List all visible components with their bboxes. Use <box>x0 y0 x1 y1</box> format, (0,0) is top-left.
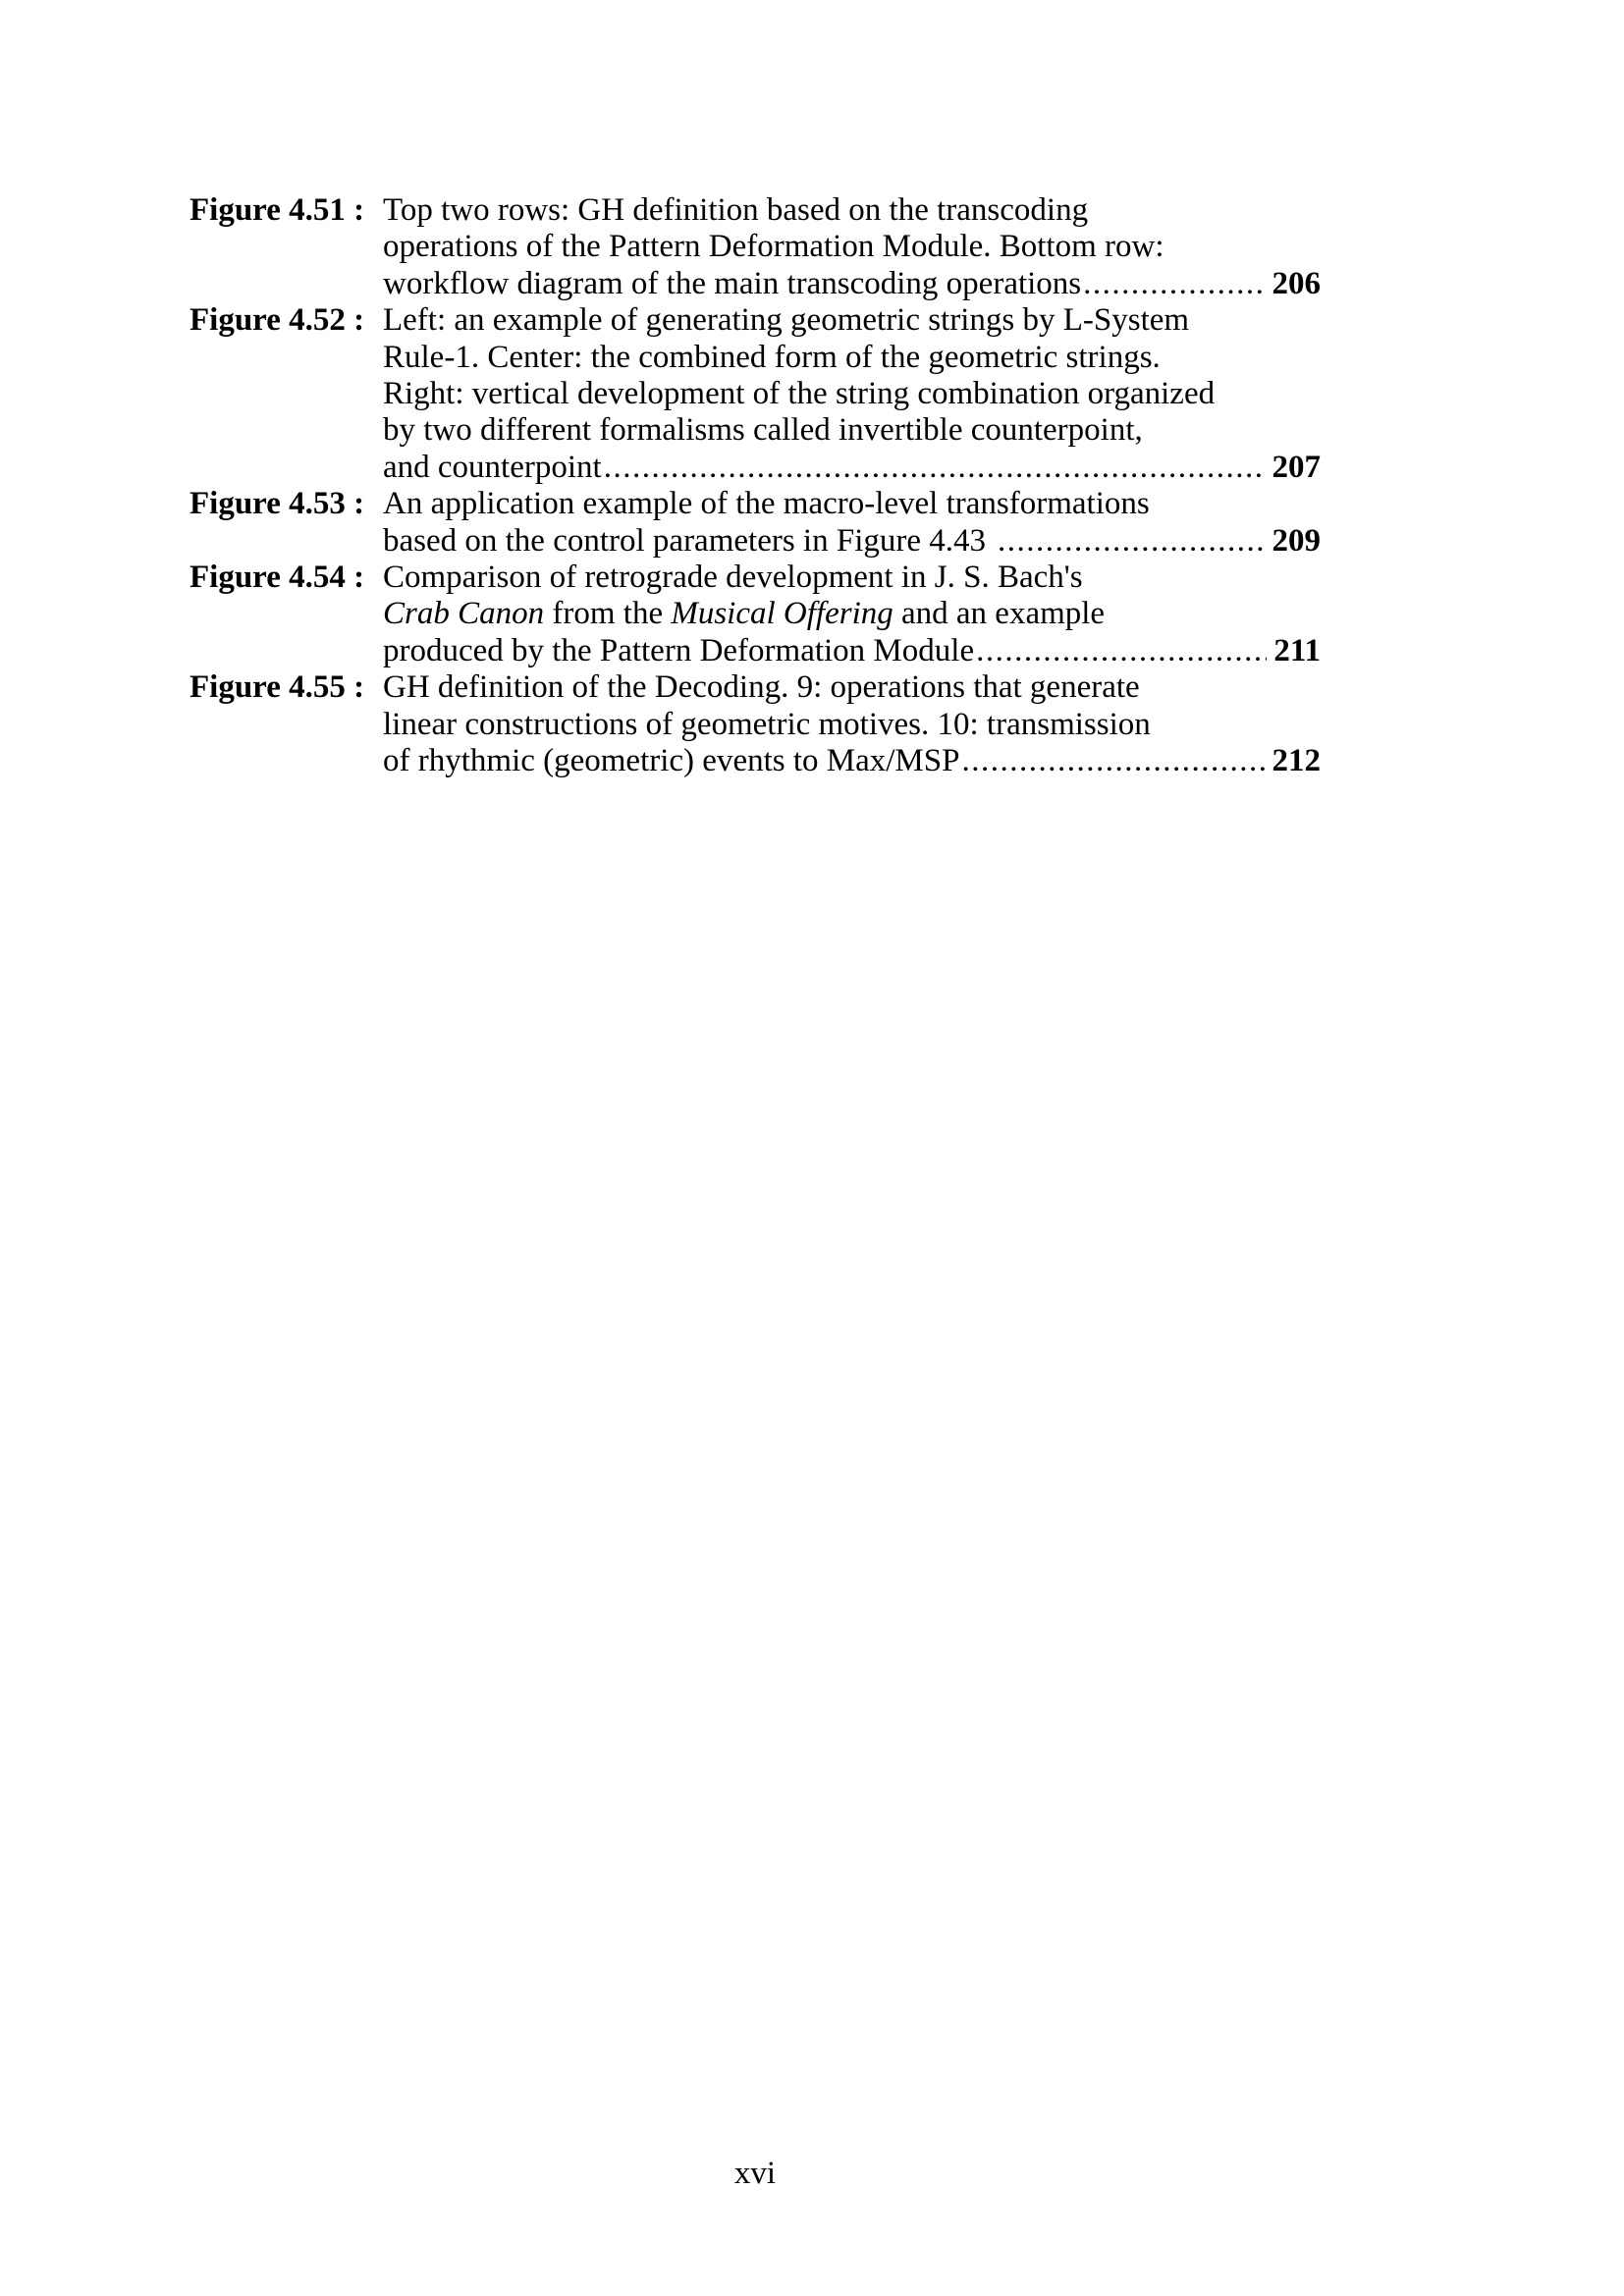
figure-entry-label: Figure 4.55 : <box>189 669 365 706</box>
figure-entry-label: Figure 4.54 : <box>189 560 365 596</box>
figure-entry-line: Rule-1. Center: the combined form of the geometric strings. <box>383 339 1161 375</box>
figure-page-number: 206 <box>1272 265 1321 301</box>
page-number-folio: xvi <box>733 2156 777 2191</box>
figure-entry-last-line <box>383 266 1321 302</box>
figure-entry-line: An application example of the macro-level transformations <box>383 486 1150 522</box>
figure-entry-label: Figure 4.51 : <box>189 192 365 228</box>
dot-leader <box>604 450 1266 486</box>
figure-entry <box>189 192 1321 302</box>
figure-entry <box>189 486 1321 560</box>
figure-entry-last-line <box>383 633 1321 669</box>
figure-entry-line-text: from the <box>544 596 672 632</box>
figure-entry-line: and counterpoint <box>383 449 602 485</box>
dot-leader <box>1083 266 1265 302</box>
figure-entry-line: Left: an example of generating geometric strings by L-System <box>383 302 1190 339</box>
figure-entry-last-line <box>383 743 1321 779</box>
figure-entry-line: workflow diagram of the main transcoding operations <box>383 265 1082 301</box>
dot-leader <box>961 743 1265 779</box>
figure-entry-line: linear constructions of geometric motives. 10: transmission <box>383 706 1151 742</box>
figure-entry-line: operations of the Pattern Deformation Module. Bottom row: <box>383 229 1164 265</box>
list-of-figures <box>189 192 1321 780</box>
figure-entry-last-line <box>383 523 1321 560</box>
figure-entry-line: based on the control parameters in Figure 4.43 <box>383 522 986 559</box>
figure-entry-line: Top two rows: GH definition based on the transcoding <box>383 192 1089 228</box>
figure-entry-line: Comparison of retrograde development in J. S. Bach's <box>383 560 1083 596</box>
figure-entry-last-line <box>383 450 1321 486</box>
figure-entry-line-text: and an example <box>893 596 1106 632</box>
figure-entry <box>189 669 1321 779</box>
figure-entry-label: Figure 4.52 : <box>189 302 365 339</box>
figure-page-number: 211 <box>1273 632 1321 668</box>
figure-entry <box>189 302 1321 486</box>
italic-title: Crab Canon <box>383 596 545 632</box>
figure-page-number: 209 <box>1272 522 1321 559</box>
figure-entry-label: Figure 4.53 : <box>189 486 365 522</box>
dot-leader <box>998 523 1266 560</box>
figure-entry-line: Right: vertical development of the string combination organized <box>383 376 1216 412</box>
figure-entry-line: produced by the Pattern Deformation Module <box>383 632 975 668</box>
figure-entry-line: GH definition of the Decoding. 9: operations that generate <box>383 669 1140 706</box>
figure-entry-line: by two different formalisms called invertible counterpoint, <box>383 412 1143 449</box>
figure-page-number: 212 <box>1272 743 1321 779</box>
dot-leader <box>976 633 1267 669</box>
figure-entry <box>189 560 1321 669</box>
figure-entry-line: of rhythmic (geometric) events to Max/MSP <box>383 743 960 779</box>
italic-title: Musical Offering <box>671 596 893 632</box>
figure-page-number: 207 <box>1272 449 1321 485</box>
figure-entry-line <box>383 596 1321 632</box>
